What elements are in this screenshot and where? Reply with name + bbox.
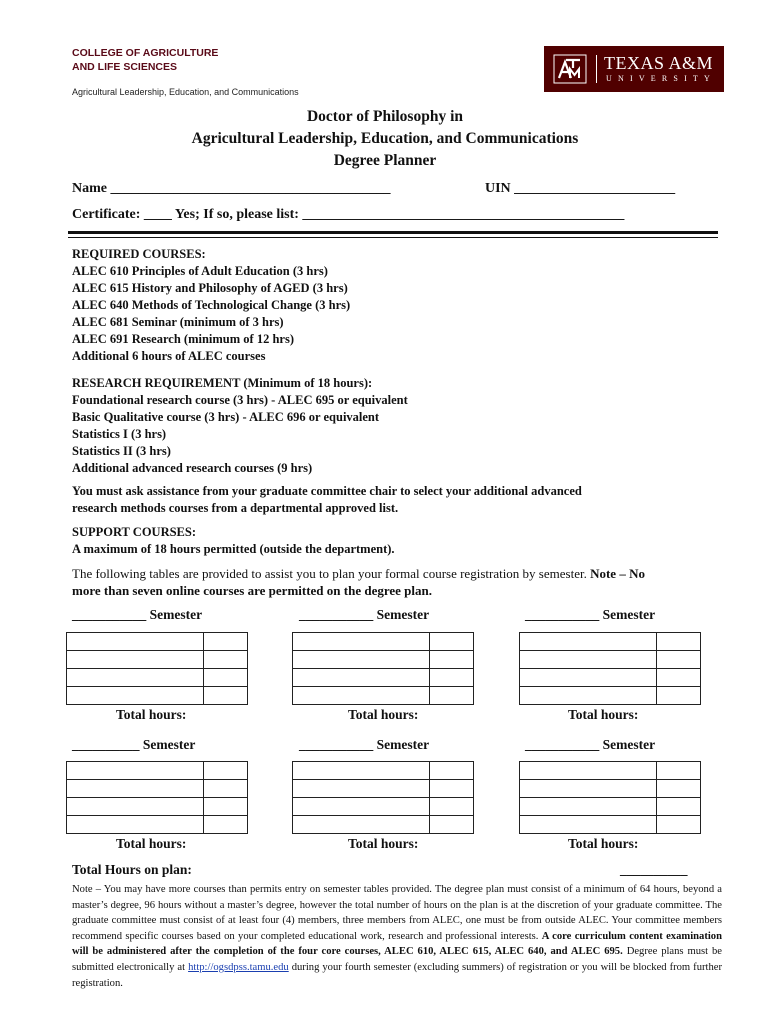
college-line-1: COLLEGE OF AGRICULTURE [72, 47, 219, 59]
semester-label: ___________ Semester [299, 737, 430, 752]
table-row [67, 651, 248, 669]
course-cell[interactable] [520, 633, 657, 651]
tables-intro-line-2: more than seven online courses are permitted on the degree plan. [72, 583, 432, 598]
table-row [67, 762, 248, 780]
course-cell[interactable] [293, 762, 430, 780]
department-name: Agricultural Leadership, Education, and Communications [72, 87, 299, 97]
total-hours-label: Total hours: [568, 836, 639, 851]
table-row [293, 798, 474, 816]
table-row [67, 687, 248, 705]
logo-text: TEXAS A&M [604, 53, 714, 73]
hours-cell[interactable] [430, 687, 474, 705]
required-item: ALEC 615 History and Philosophy of AGED (3 hrs) [72, 281, 348, 295]
course-cell[interactable] [67, 780, 204, 798]
course-cell[interactable] [67, 651, 204, 669]
hours-cell[interactable] [657, 669, 701, 687]
hours-cell[interactable] [204, 651, 248, 669]
semester-table [292, 761, 474, 834]
hours-cell[interactable] [657, 816, 701, 834]
hours-cell[interactable] [657, 762, 701, 780]
semester-table [519, 632, 701, 705]
semester-table [66, 761, 248, 834]
research-item: Basic Qualitative course (3 hrs) - ALEC 696 or equivalent [72, 410, 380, 424]
hours-cell[interactable] [204, 780, 248, 798]
hours-cell[interactable] [657, 687, 701, 705]
total-hours-label: Total hours: [568, 707, 639, 722]
course-cell[interactable] [67, 798, 204, 816]
required-heading: REQUIRED COURSES: [72, 247, 206, 261]
table-row [67, 798, 248, 816]
table-row [67, 780, 248, 798]
research-heading: RESEARCH REQUIREMENT (Minimum of 18 hours): [72, 376, 373, 390]
support-heading: SUPPORT COURSES: [72, 525, 197, 539]
note-exam-text: A core curriculum content examination will be administered after the completion of the four core courses, ALEC 610, ALEC 615, ALEC 640, and ALEC 695. [72, 930, 722, 958]
table-row [520, 798, 701, 816]
table-row [67, 633, 248, 651]
course-cell[interactable] [67, 816, 204, 834]
table-row [520, 687, 701, 705]
tables-intro-note: Note – No [590, 566, 645, 581]
course-cell[interactable] [520, 651, 657, 669]
tables-intro-text: The following tables are provided to assist you to plan your formal course registration by semester. [72, 566, 591, 581]
hours-cell[interactable] [657, 651, 701, 669]
submission-link[interactable]: http://ogsdpss.tamu.edu [188, 961, 289, 973]
hours-cell[interactable] [430, 633, 474, 651]
semester-label: ___________ Semester [525, 737, 656, 752]
course-cell[interactable] [293, 780, 430, 798]
table-row [293, 762, 474, 780]
hours-cell[interactable] [430, 651, 474, 669]
uin-field: UIN _______________________ [485, 181, 676, 196]
table-row [293, 816, 474, 834]
total-hours-label: Total hours: [116, 707, 187, 722]
table-row [67, 816, 248, 834]
logo-subtext: UNIVERSITY [606, 74, 716, 83]
logo-divider [596, 55, 597, 83]
hours-cell[interactable] [430, 669, 474, 687]
required-item: Additional 6 hours of ALEC courses [72, 349, 266, 363]
table-row [293, 687, 474, 705]
semester-label: __________ Semester [72, 737, 196, 752]
semester-label: ___________ Semester [72, 607, 203, 622]
total-hours-plan-label: Total Hours on plan: [72, 862, 192, 877]
research-item: Foundational research course (3 hrs) - ALEC 695 or equivalent [72, 393, 408, 407]
table-row [293, 780, 474, 798]
research-item: Statistics I (3 hrs) [72, 427, 167, 441]
course-cell[interactable] [293, 633, 430, 651]
table-row [520, 669, 701, 687]
table-row [520, 816, 701, 834]
course-cell[interactable] [520, 780, 657, 798]
title-line-2: Agricultural Leadership, Education, and Communications [191, 130, 579, 147]
atm-emblem-icon [553, 54, 587, 84]
hours-cell[interactable] [430, 798, 474, 816]
course-cell[interactable] [67, 762, 204, 780]
course-cell[interactable] [67, 687, 204, 705]
research-item: Statistics II (3 hrs) [72, 444, 171, 458]
college-name [72, 46, 218, 74]
footnote [72, 882, 722, 991]
total-hours-label: Total hours: [116, 836, 187, 851]
semester-label: ___________ Semester [525, 607, 656, 622]
table-row [520, 633, 701, 651]
semester-table [66, 632, 248, 705]
divider-thick [68, 231, 718, 234]
tables-intro-line-1 [72, 566, 645, 582]
hours-cell[interactable] [430, 816, 474, 834]
required-item: ALEC 610 Principles of Adult Education (3 hrs) [72, 264, 328, 278]
table-row [293, 669, 474, 687]
college-line-2: AND LIFE SCIENCES [72, 61, 178, 73]
required-item: ALEC 681 Seminar (minimum of 3 hrs) [72, 315, 284, 329]
hours-cell[interactable] [204, 669, 248, 687]
hours-cell[interactable] [204, 633, 248, 651]
semester-table [519, 761, 701, 834]
table-row [293, 633, 474, 651]
course-cell[interactable] [520, 762, 657, 780]
semester-table [292, 632, 474, 705]
divider-thin [68, 237, 718, 238]
hours-cell[interactable] [657, 780, 701, 798]
required-item: ALEC 640 Methods of Technological Change (3 hrs) [72, 298, 351, 312]
course-cell[interactable] [67, 633, 204, 651]
note-text: Note – You may have more courses than permits entry on semester tables provided. The degree plan must consist of a minimum of 64 hours, beyond a master’s degree, 96 hours without a master’s degree, however the total number of hours on the plan is at the discretion of your graduate committee. The graduate committee must consist of at least four (4) members, three members from ALEC, one must be from outside ALEC. Your committee members recommend specific courses based on your completed educational work, research and professional interests. [72, 884, 722, 942]
total-hours-label: Total hours: [348, 707, 419, 722]
total-hours-plan-blank: __________ [620, 862, 688, 877]
support-text: A maximum of 18 hours permitted (outside the department). [72, 542, 395, 556]
research-item: Additional advanced research courses (9 hrs) [72, 461, 313, 475]
required-item: ALEC 691 Research (minimum of 12 hrs) [72, 332, 294, 346]
research-assist-line-2: research methods courses from a departmental approved list. [72, 501, 399, 515]
table-row [520, 762, 701, 780]
total-hours-label: Total hours: [348, 836, 419, 851]
hours-cell[interactable] [204, 762, 248, 780]
course-cell[interactable] [67, 669, 204, 687]
note-submit-text: Degree plans must be submitted electronically at [72, 946, 722, 973]
research-assist-line-1: You must ask assistance from your graduate committee chair to select your additional advanced [72, 484, 582, 498]
title-line-3: Degree Planner [333, 152, 437, 169]
course-cell[interactable] [520, 669, 657, 687]
hours-cell[interactable] [204, 798, 248, 816]
table-row [293, 651, 474, 669]
hours-cell[interactable] [657, 633, 701, 651]
course-cell[interactable] [293, 798, 430, 816]
hours-cell[interactable] [430, 780, 474, 798]
name-field: Name ________________________________________ [72, 181, 391, 196]
course-cell[interactable] [520, 687, 657, 705]
semester-label: ___________ Semester [299, 607, 430, 622]
hours-cell[interactable] [657, 798, 701, 816]
hours-cell[interactable] [430, 762, 474, 780]
title-line-1: Doctor of Philosophy in [306, 108, 464, 125]
table-row [520, 651, 701, 669]
course-cell[interactable] [293, 816, 430, 834]
hours-cell[interactable] [204, 687, 248, 705]
certificate-field: Certificate: ____ Yes; If so, please list: ______________________________________________ [72, 207, 625, 222]
course-cell[interactable] [520, 798, 657, 816]
course-cell[interactable] [293, 687, 430, 705]
course-cell[interactable] [293, 651, 430, 669]
note-end-text: during your fourth semester (excluding summers) of registration or you will be blocked from further registration. [72, 961, 722, 989]
tamu-logo [544, 46, 724, 92]
table-row [67, 669, 248, 687]
course-cell[interactable] [520, 816, 657, 834]
table-row [520, 780, 701, 798]
hours-cell[interactable] [204, 816, 248, 834]
course-cell[interactable] [293, 669, 430, 687]
